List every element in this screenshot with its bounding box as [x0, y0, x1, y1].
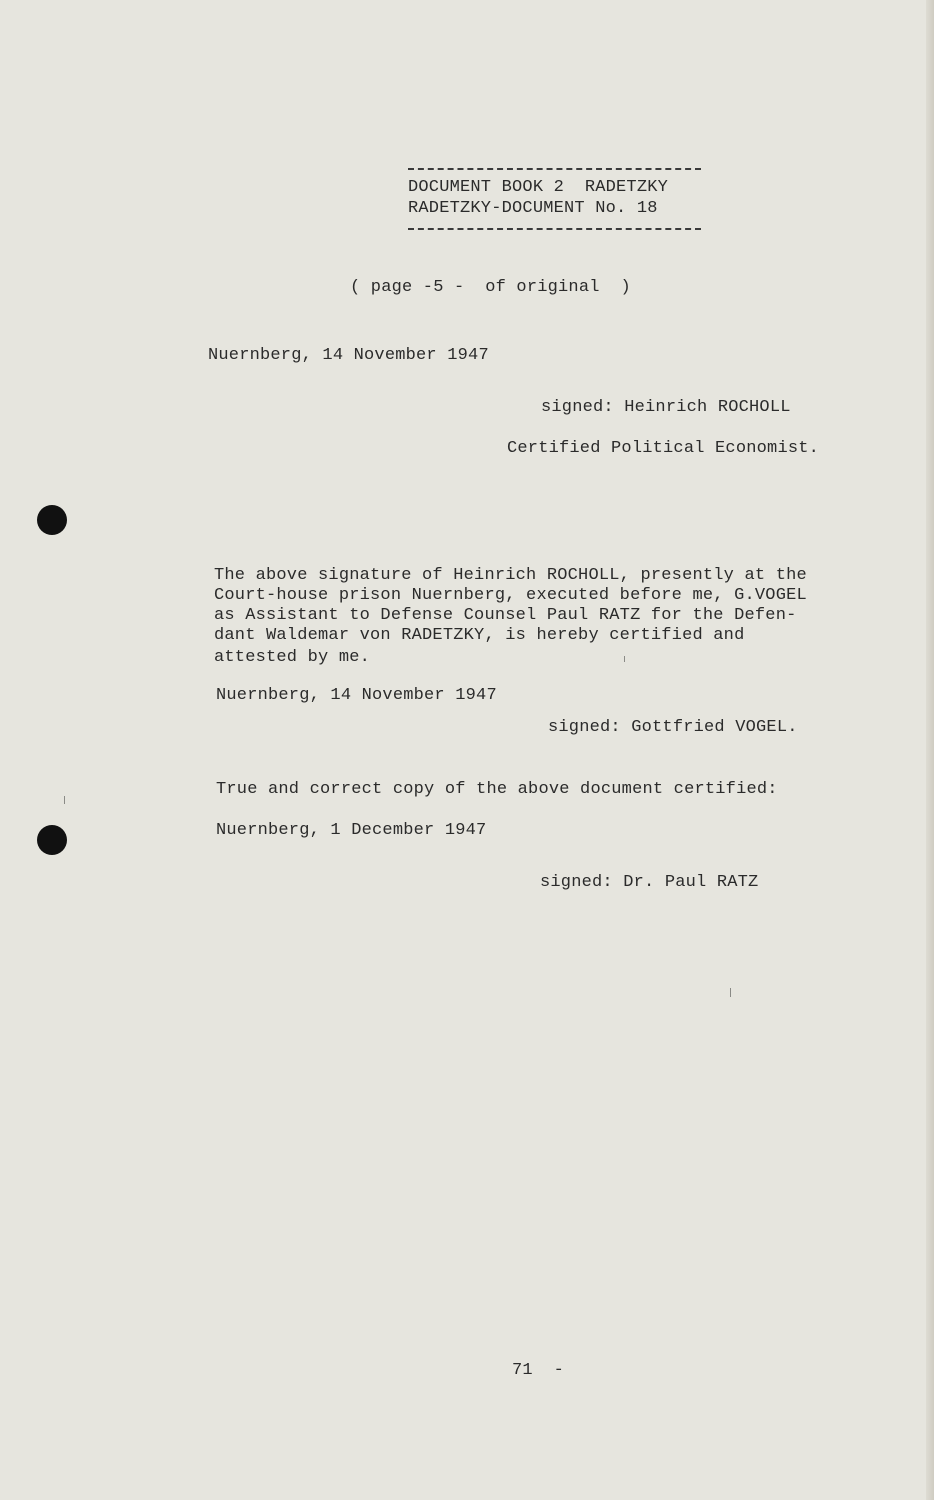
- copy-certification-signature: signed: Dr. Paul RATZ: [540, 873, 759, 892]
- page-number: 71 -: [512, 1361, 565, 1380]
- header-document-book: DOCUMENT BOOK 2 RADETZKY: [408, 178, 669, 197]
- certification-line: attested by me.: [214, 648, 371, 667]
- copy-certification-place-date: Nuernberg, 1 December 1947: [216, 821, 487, 840]
- certification-signature: signed: Gottfried VOGEL.: [548, 718, 798, 737]
- page-reference: ( page -5 - of original ): [350, 278, 631, 297]
- header-rule-top: [408, 168, 701, 170]
- certification-line: Court-house prison Nuernberg, executed before me, G.VOGEL: [214, 586, 807, 605]
- page-edge: [926, 0, 934, 1500]
- punch-hole-bottom: [37, 825, 67, 855]
- certification-line: as Assistant to Defense Counsel Paul RATZ for the Defen-: [214, 606, 797, 625]
- certification-line: The above signature of Heinrich ROCHOLL, presently at the: [214, 566, 807, 585]
- signatory-title: Certified Political Economist.: [507, 439, 820, 458]
- speck-mark: [730, 988, 731, 997]
- first-signature: signed: Heinrich ROCHOLL: [541, 398, 791, 417]
- header-document-number: RADETZKY-DOCUMENT No. 18: [408, 199, 658, 218]
- punch-hole-top: [37, 505, 67, 535]
- speck-mark: [64, 796, 65, 804]
- speck-mark: [624, 656, 625, 662]
- certification-line: dant Waldemar von RADETZKY, is hereby certified and: [214, 626, 745, 645]
- first-place-date: Nuernberg, 14 November 1947: [208, 346, 489, 365]
- certification-place-date: Nuernberg, 14 November 1947: [216, 686, 497, 705]
- header-rule-bottom: [408, 228, 701, 230]
- copy-certification-statement: True and correct copy of the above document certified:: [216, 780, 778, 799]
